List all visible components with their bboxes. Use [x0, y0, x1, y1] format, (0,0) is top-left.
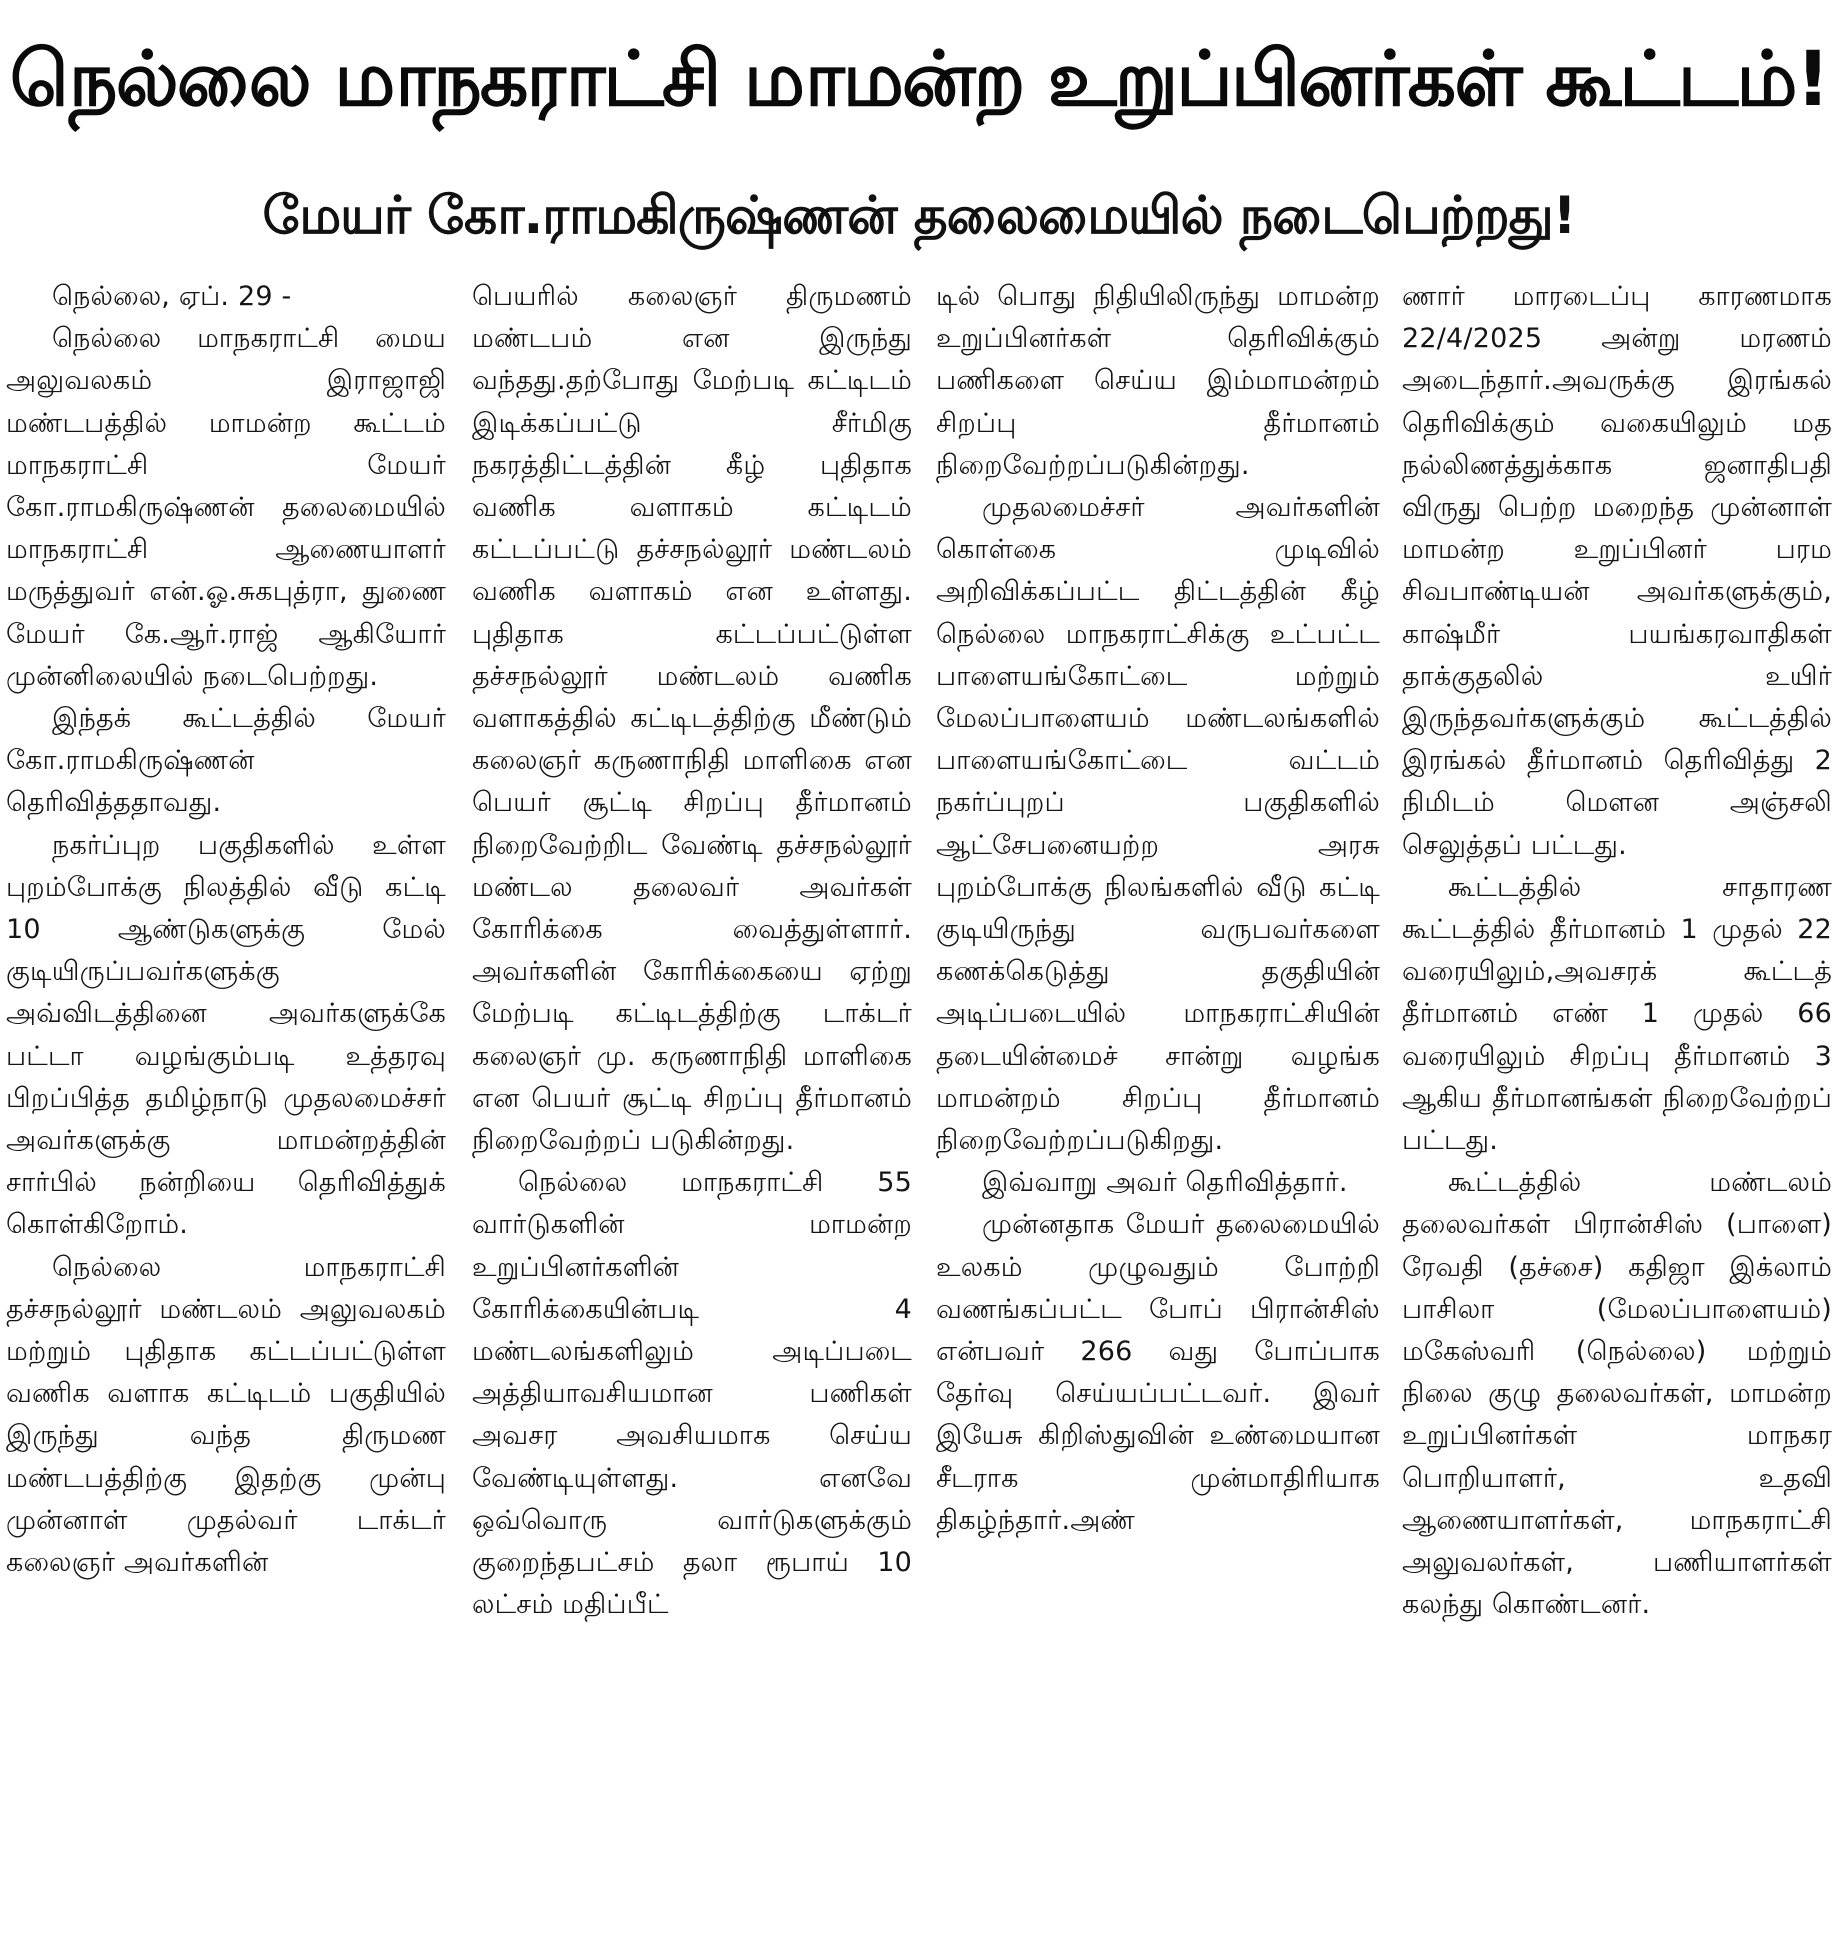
article-paragraph: டில் பொது நிதியிலிருந்து மாமன்ற உறுப்பினர்கள் தெரிவிக்கும் பணிகளை செய்ய இம்மாமன்றம் சிறப்பு தீர்மானம் நிறைவேற்றப்படுகின்றது.	[936, 281, 1380, 481]
article-paragraph: முதலமைச்சர் அவர்களின் கொள்கை முடிவில் அறிவிக்கப்பட்ட திட்டத்தின் கீழ் நெல்லை மாநகராட்சிக்கு உட்பட்ட பாளையங்கோட்டை மற்றும் மேலப்பாளையம் மண்டலங்களில் பாளையங்கோட்டை வட்டம் நகர்ப்புறப் பகுதிகளில் ஆட்சேபனையற்ற அரசு புறம்போக்கு நிலங்களில் வீடு கட்டி குடியிருந்து வருபவர்களை கணக்கெடுத்து தகுதியின் அடிப்படையில் மாநகராட்சியின் தடையின்மைச் சான்று வழங்க மாமன்றம் சிறப்பு தீர்மானம் நிறைவேற்றப்படுகிறது.	[936, 492, 1380, 1157]
article-paragraph: நெல்லை மாநகராட்சி மைய அலுவலகம் இராஜாஜி மண்டபத்தில் மாமன்ற கூட்டம் மாநகராட்சி மேயர் கோ.ராமகிருஷ்ணன் தலைமையில் மாநகராட்சி ஆணையாளர் மருத்துவர் என்.ஓ.சுகபுத்ரா, துணை மேயர் கே.ஆர்.ராஜ் ஆகியோர் முன்னிலையில் நடைபெற்றது.	[6, 323, 446, 692]
article-paragraph: ணார் மாரடைப்பு காரணமாக 22/4/2025 அன்று மரணம் அடைந்தார்.அவருக்கு இரங்கல் தெரிவிக்கும் வகையிலும் மத நல்லிணத்துக்காக ஜனாதிபதி விருது பெற்ற மறைந்த முன்னாள் மாமன்ற உறுப்பினர் பரம சிவபாண்டியன் அவர்களுக்கும், காஷ்மீர் பயங்கரவாதிகள் தாக்குதலில் உயிர் இருந்தவர்களுக்கும் கூட்டத்தில் இரங்கல் தீர்மானம் தெரிவித்து 2 நிமிடம் மௌன அஞ்சலி செலுத்தப் பட்டது.	[1402, 281, 1832, 861]
article-column-3	[936, 276, 1380, 1932]
article-column-4	[1402, 276, 1832, 1932]
article-paragraph: இந்தக் கூட்டத்தில் மேயர் கோ.ராமகிருஷ்ணன் தெரிவித்ததாவது.	[6, 703, 446, 819]
article-paragraph: நகர்ப்புற பகுதிகளில் உள்ள புறம்போக்கு நிலத்தில் வீடு கட்டி 10 ஆண்டுகளுக்கு மேல் குடியிருப்பவர்களுக்கு அவ்விடத்தினை அவர்களுக்கே பட்டா வழங்கும்படி உத்தரவு பிறப்பித்த தமிழ்நாடு முதலமைச்சர் அவர்களுக்கு மாமன்றத்தின் சார்பில் நன்றியை தெரிவித்துக் கொள்கிறோம்.	[6, 829, 446, 1241]
headline: நெல்லை மாநகராட்சி மாமன்ற உறுப்பினர்கள் கூட்டம்!	[9, 34, 1829, 123]
article-paragraph: நெல்லை மாநகராட்சி தச்சநல்லூர் மண்டலம் அலுவலகம் மற்றும் புதிதாக கட்டப்பட்டுள்ள வணிக வளாக கட்டிடம் பகுதியில் இருந்து வந்த திருமண மண்டபத்திற்கு இதற்கு முன்பு முன்னாள் முதல்வர் டாக்டர் கலைஞர் அவர்களின்	[6, 1251, 446, 1579]
article-paragraph: கூட்டத்தில் மண்டலம் தலைவர்கள் பிரான்சிஸ் (பாளை) ரேவதி (தச்சை) கதிஜா இக்லாம் பாசிலா (மேலப்பாளையம்) மகேஸ்வரி (நெல்லை) மற்றும் நிலை குழு தலைவர்கள், மாமன்ற உறுப்பினர்கள் மாநகர பொறியாளர், உதவி ஆணையாளர்கள், மாநகராட்சி அலுவலர்கள், பணியாளர்கள் கலந்து கொண்டனர்.	[1402, 1167, 1832, 1621]
article-paragraph: பெயரில் கலைஞர் திருமணம் மண்டபம் என இருந்து வந்தது.தற்போது மேற்படி கட்டிடம் இடிக்கப்பட்டு சீர்மிகு நகரத்திட்டத்தின் கீழ் புதிதாக வணிக வளாகம் கட்டிடம் கட்டப்பட்டு தச்சநல்லூர் மண்டலம் வணிக வளாகம் என உள்ளது. புதிதாக கட்டப்பட்டுள்ள தச்சநல்லூர் மண்டலம் வணிக வளாகத்தில் கட்டிடத்திற்கு மீண்டும் கலைஞர் கருணாநிதி மாளிகை என பெயர் சூட்டி சிறப்பு தீர்மானம் நிறைவேற்றிட வேண்டி தச்சநல்லூர் மண்டல தலைவர் அவர்கள் கோரிக்கை வைத்துள்ளார். அவர்களின் கோரிக்கையை ஏற்று மேற்படி கட்டிடத்திற்கு டாக்டர் கலைஞர் மு. கருணாநிதி மாளிகை என பெயர் சூட்டி சிறப்பு தீர்மானம் நிறைவேற்றப் படுகின்றது.	[472, 281, 912, 1157]
article-paragraph: நெல்லை மாநகராட்சி 55 வார்டுகளின் மாமன்ற உறுப்பினர்களின் கோரிக்கையின்படி 4 மண்டலங்களிலும் அடிப்படை அத்தியாவசியமான பணிகள் அவசர அவசியமாக செய்ய வேண்டியுள்ளது. எனவே ஒவ்வொரு வார்டுகளுக்கும் குறைந்தபட்சம் தலா ரூபாய் 10 லட்சம் மதிப்பீட்	[472, 1167, 912, 1621]
article-paragraph: முன்னதாக மேயர் தலைமையில் உலகம் முழுவதும் போற்றி வணங்கப்பட்ட போப் பிரான்சிஸ் என்பவர் 266 வது போப்பாக தேர்வு செய்யப்பட்டவர். இவர் இயேசு கிறிஸ்துவின் உண்மையான சீடராக முன்மாதிரியாக திகழ்ந்தார்.அண்	[936, 1209, 1380, 1536]
article-paragraph: இவ்வாறு அவர் தெரிவித்தார்.	[982, 1167, 1348, 1199]
article-column-1	[6, 276, 446, 1932]
article-paragraph: கூட்டத்தில் சாதாரண கூட்டத்தில் தீர்மானம் 1 முதல் 22 வரையிலும்,அவசரக் கூட்டத் தீர்மானம் எண் 1 முதல் 66 வரையிலும் சிறப்பு தீர்மானம் 3 ஆகிய தீர்மானங்கள் நிறைவேற்றப் பட்டது.	[1402, 871, 1832, 1157]
article-paragraph: நெல்லை, ஏப். 29 -	[52, 281, 292, 312]
article-column-2	[472, 276, 912, 1932]
subheadline: மேயர் கோ.ராமகிருஷ்ணன் தலைமையில் நடைபெற்றது!	[262, 186, 1576, 246]
article-body	[6, 276, 1832, 1932]
